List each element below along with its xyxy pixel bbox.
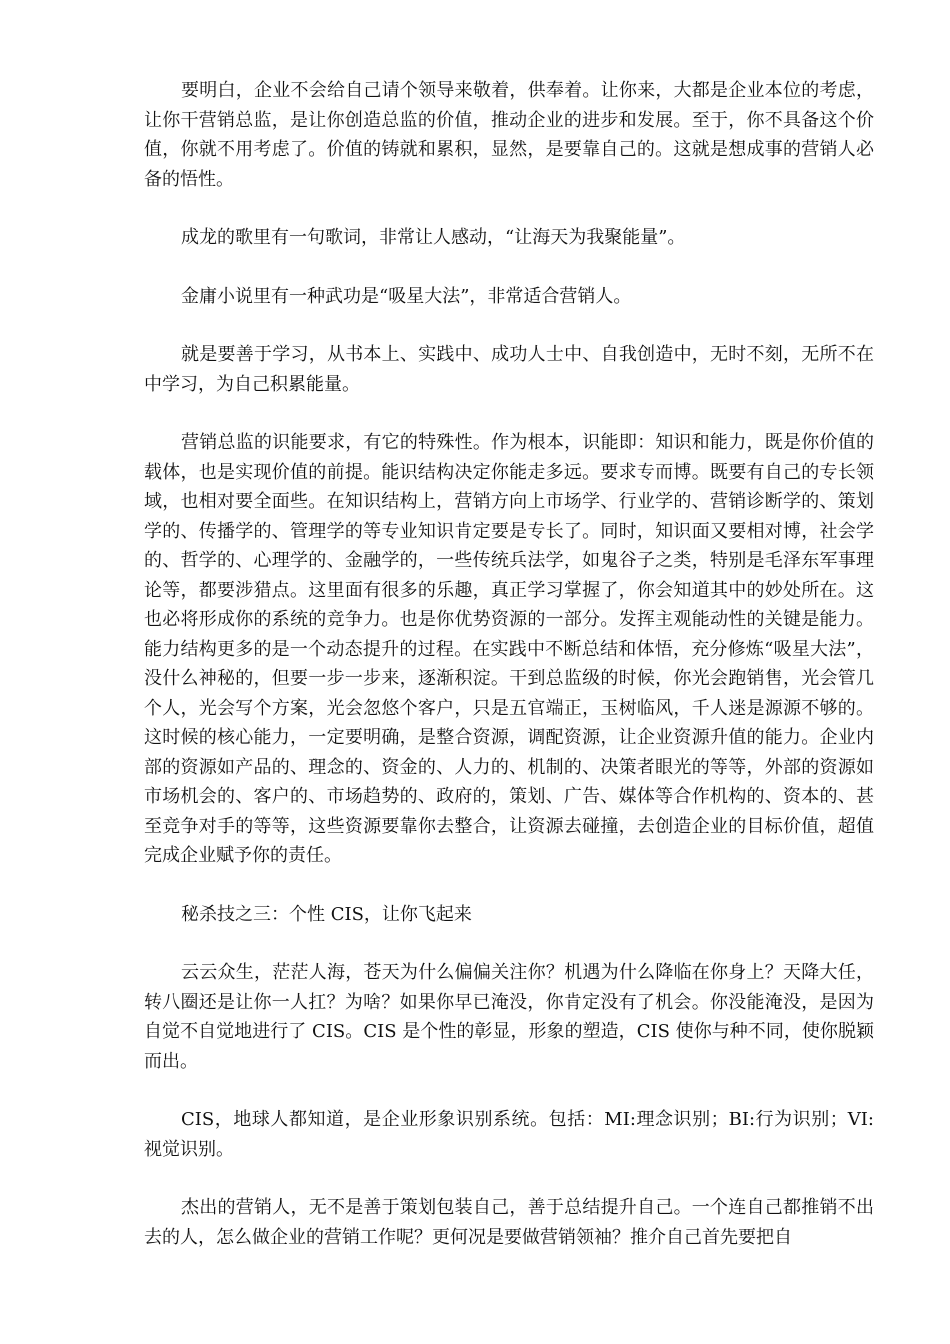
paragraph-3: 金庸小说里有一种武功是“吸星大法”，非常适合营销人。 (181, 285, 632, 307)
paragraph-5: 营销总监的识能要求，有它的特殊性。作为根本，识能即：知识和能力，既是你价值的载体，也是实现价值的前提。能识结构决定你能走多远。要求专而博。既要有自己的专长领域，也相对要全面些。在知识结构上，营销方向上市场学、行业学的、营销诊断学的、策划学的、传播学的、管理学的等专业知识肯定要是专长了。同时，知识面又要相对博，社会学的、哲学的、心理学的、金融学的，一些传统兵法学，如鬼谷子之类，特别是毛泽东军事理论等，都要涉猎点。这里面有很多的乐趣，真正学习掌握了，你会知道其中的妙处所在。这也必将形成你的系统的竞争力。也是你优势资源的一部分。发挥主观能动性的关键是能力。能力结构更多的是一个动态提升的过程。在实践中不断总结和体悟，充分修炼“吸星大法”，没什么神秘的，但要一步一步来，逐渐积淀。干到总监级的时候，你光会跑销售，光会管几个人，光会写个方案，光会忽悠个客户，只是五官端正，玉树临风，千人迷是源源不够的。这时候的核心能力，一定要明确，是整合资源，调配资源，让企业资源升值的能力。企业内部的资源如产品的、理念的、资金的、人力的、机制的、决策者眼光的等等，外部的资源如市场机会的、客户的、市场趋势的、政府的，策划、广告、媒体等合作机构的、资本的、甚至竞争对手的等等，这些资源要靠你去整合，让资源去碰撞，去创造企业的目标价值，超值完成企业赋予你的责任。 (144, 432, 874, 866)
paragraph-2: 成龙的歌里有一句歌词，非常让人感动，“让海天为我聚能量”。 (181, 227, 686, 248)
paragraph-1: 要明白，企业不会给自己请个领导来敬着，供奉着。让你来，大都是企业本位的考虑，让你干营销总监，是让你创造总监的价值，推动企业的进步和发展。至于，你不具备这个价值，你就不用考虑了。价值的铸就和累积，显然，是要靠自己的。这就是想成事的营销人必备的悟性。 (144, 80, 874, 190)
paragraph-4: 就是要善于学习，从书本上、实践中、成功人士中、自我创造中，无时不刻，无所不在中学习，为自己积累能量。 (144, 344, 874, 395)
paragraph-8: 杰出的营销人，无不是善于策划包装自己，善于总结提升自己。一个连自己都推销不出去的人，怎么做企业的营销工作呢？更何况是要做营销领袖？推介自己首先要把自 (144, 1197, 874, 1248)
section-heading: 秘杀技之三：个性 CIS，让你飞起来 (181, 903, 472, 925)
paragraph-6: 云云众生，茫茫人海，苍天为什么偏偏关注你？机遇为什么降临在你身上？天降大任，转八圈还是让你一人扛？为啥？如果你早已淹没，你肯定没有了机会。你没能淹没，是因为自觉不自觉地进行了 CIS。CIS 是个性的彰显，形象的塑造，CIS 使你与种不同，使你脱颖而出。 (144, 962, 874, 1072)
document-page (144, 76, 874, 1281)
paragraph-7: CIS，地球人都知道，是企业形象识别系统。包括：MI:理念识别；BI:行为识别；VI:视觉识别。 (144, 1109, 874, 1160)
